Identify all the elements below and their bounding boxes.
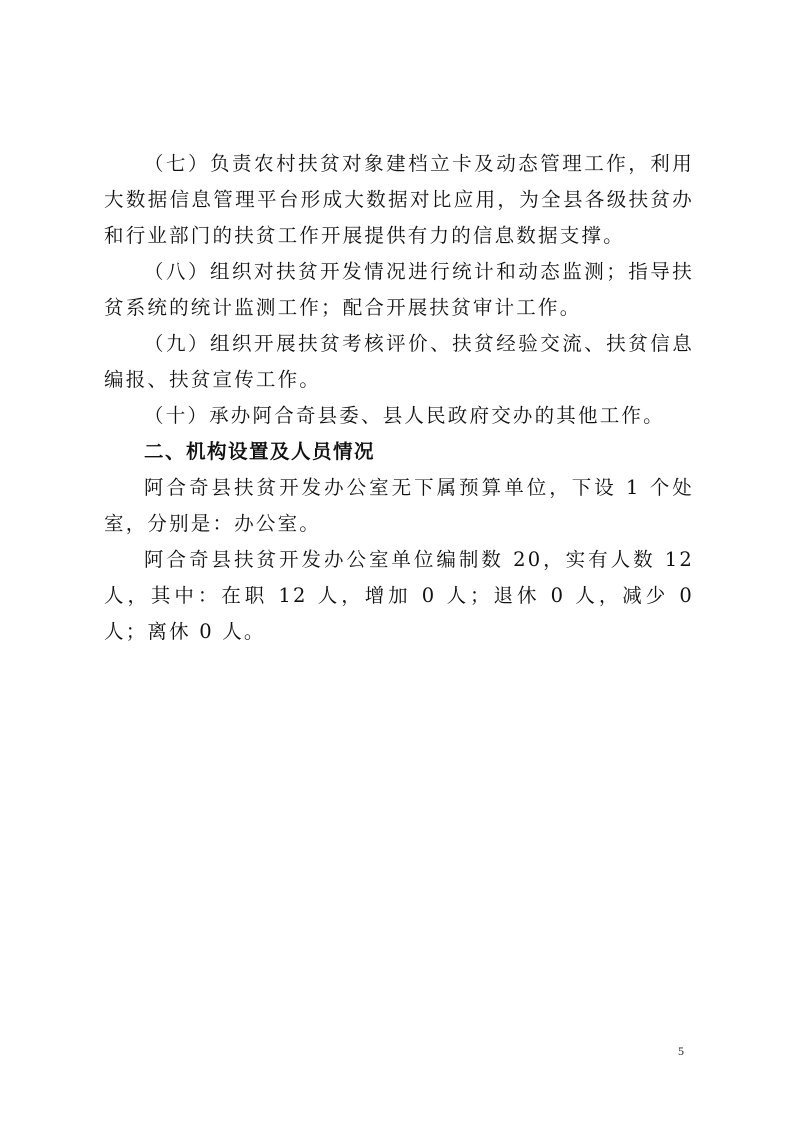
paragraph-duty-8: （八）组织对扶贫开发情况进行统计和动态监测；指导扶贫系统的统计监测工作；配合开展扶贫审计工作。 [104,260,694,319]
paragraph-duty-7: （七）负责农村扶贫对象建档立卡及动态管理工作，利用大数据信息管理平台形成大数据对比应用，为全县各级扶贫办和行业部门的扶贫工作开展提供有力的信息数据支撑。 [104,152,694,247]
paragraph-duty-9: （九）组织开展扶贫考核评价、扶贫经验交流、扶贫信息编报、扶贫宣传工作。 [104,332,694,391]
section-heading: 二、机构设置及人员情况 [144,440,376,463]
page-number: 5 [678,1044,684,1058]
paragraph-staffing: 阿合奇县扶贫开发办公室单位编制数 20，实有人数 12 人，其中：在职 12 人，增加 0 人；退休 0 人，减少 0 人；离休 0 人。 [104,548,694,643]
page-content [104,146,694,650]
paragraph-structure: 阿合奇县扶贫开发办公室无下属预算单位，下设 1 个处室，分别是：办公室。 [104,476,694,535]
paragraph-duty-10: （十）承办阿合奇县委、县人民政府交办的其他工作。 [144,404,665,427]
